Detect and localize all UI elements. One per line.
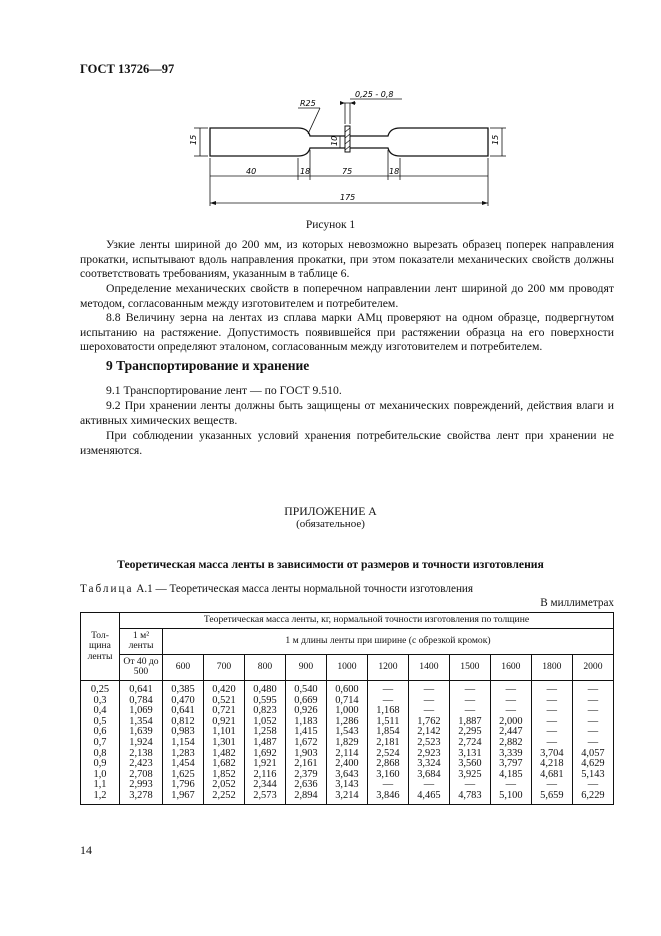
mass-cell: 0,600 [326,680,367,695]
page-number: 14 [80,843,92,857]
mass-cell: 1,511 [367,717,408,728]
thickness-cell: 1,0 [81,770,120,781]
col-width-header: 900 [285,654,326,680]
mass-cell: — [490,780,531,791]
dim-thickness: 0,25 - 0,8 [355,90,394,99]
mass-cell: 3,143 [326,780,367,791]
mass-cell: 4,218 [531,759,572,770]
mass-cell: 0,540 [285,680,326,695]
mass-cell: 2,161 [285,759,326,770]
thickness-cell: 0,5 [81,717,120,728]
mass-cell: 3,131 [449,749,490,760]
thickness-cell: 0,8 [81,749,120,760]
table-units: В миллиметрах [540,597,614,609]
mass-cell: 2,868 [367,759,408,770]
mass-cell: — [572,696,613,707]
mass-cell: 1,487 [244,738,285,749]
mass-cell: 3,684 [408,770,449,781]
mass-cell: 1,154 [163,738,204,749]
mass-cell: 1,692 [244,749,285,760]
mass-cell: — [572,738,613,749]
mass-cell: 3,704 [531,749,572,760]
dim-radius: R25 [300,99,316,108]
thickness-cell: 0,9 [81,759,120,770]
mass-cell: — [408,780,449,791]
mass-cell: 3,925 [449,770,490,781]
mass-cell: 2,447 [490,727,531,738]
mass-table [80,612,614,805]
appendix-title: ПРИЛОЖЕНИЕ А [284,505,377,518]
mass-cell: 1,903 [285,749,326,760]
mass-cell: — [449,706,490,717]
mass-cell: — [449,780,490,791]
mass-cell: 0,669 [285,696,326,707]
thickness-cell: 0,7 [81,738,120,749]
mass-cell: 4,185 [490,770,531,781]
mass-cell: 0,641 [163,706,204,717]
mass-cell: 0,721 [203,706,244,717]
dim-grip: 40 [246,167,257,176]
thickness-cell: 0,25 [81,680,120,695]
mass-cell: — [531,706,572,717]
mass-cell: 3,160 [367,770,408,781]
mass-cell: 2,724 [449,738,490,749]
mass-cell: 0,420 [203,680,244,695]
mass-cell: 4,629 [572,759,613,770]
mass-cell: 2,894 [285,791,326,804]
mass-cell: 1,796 [163,780,204,791]
mass-cell: 2,295 [449,727,490,738]
mass-cell: 6,229 [572,791,613,804]
mass-cell: 1,301 [203,738,244,749]
mass-cell: 0,921 [203,717,244,728]
mass-cell: 1,101 [203,727,244,738]
mass-cell: — [449,680,490,695]
mass-cell: 1,852 [203,770,244,781]
mass-cell: — [408,680,449,695]
thickness-cell: 0,4 [81,706,120,717]
thickness-cell: 1,1 [81,780,120,791]
mass-cell: 0,823 [244,706,285,717]
mass-cell: 1,283 [163,749,204,760]
col-thickness-header: Тол-щина ленты [81,613,120,681]
mass-cell: 2,181 [367,738,408,749]
dim-neck: 10 [330,135,339,146]
mass-cell: 1,829 [326,738,367,749]
paragraph-transverse: Определение механических свойств в поперечном направлении лент шириной до 200 мм проводят методом, согласованным между изготовителем и потребителем. [80,282,614,310]
dim-transition-left: 18 [300,167,311,176]
mass-cell: 2,993 [120,780,163,791]
mass-cell: 3,846 [367,791,408,804]
mass-cell: 1,672 [285,738,326,749]
mass-cell: 2,114 [326,749,367,760]
col-width-header: 600 [163,654,204,680]
mass-cell: — [531,738,572,749]
mass-cell: 1,052 [244,717,285,728]
mass-cell: 0,714 [326,696,367,707]
mass-cell: 1,482 [203,749,244,760]
thickness-cell: 0,6 [81,727,120,738]
table-row [81,680,614,695]
mass-cell: 1,415 [285,727,326,738]
mass-cell: 3,214 [326,791,367,804]
mass-cell: — [449,696,490,707]
appendix-subtitle: (обязательное) [296,518,365,530]
mass-cell: 2,344 [244,780,285,791]
mass-cell: 2,000 [490,717,531,728]
mass-cell: 0,480 [244,680,285,695]
mass-cell: — [531,727,572,738]
paragraph-9-1: 9.1 Транспортирование лент — по ГОСТ 9.510. [106,384,342,397]
mass-cell: 3,324 [408,759,449,770]
mass-cell: 1,854 [367,727,408,738]
table-caption [80,583,473,595]
mass-cell: 0,926 [285,706,326,717]
mass-cell: — [490,680,531,695]
table-caption-text: А.1 — Теоретическая масса ленты нормальной точности изготовления [133,583,474,595]
mass-cell: 2,524 [367,749,408,760]
table-caption-prefix: Таблица [80,583,134,595]
thickness-cell: 0,3 [81,696,120,707]
thickness-cell: 1,2 [81,791,120,804]
mass-cell: — [572,717,613,728]
mass-cell: — [490,706,531,717]
mass-cell: 0,983 [163,727,204,738]
mass-cell: 4,783 [449,791,490,804]
paragraph-storage-note: При соблюдении указанных условий хранения потребительские свойства лент при хранении не изменяются. [80,429,614,457]
mass-cell: 1,639 [120,727,163,738]
mass-cell: 2,523 [408,738,449,749]
mass-cell: 1,286 [326,717,367,728]
paragraph-9-2: 9.2 При хранении ленты должны быть защищены от механических повреждений, действия влаги и активных химических веществ. [80,399,614,427]
mass-cell: 3,560 [449,759,490,770]
mass-cell: 4,057 [572,749,613,760]
dim-width-right: 15 [491,134,500,145]
mass-cell: 1,183 [285,717,326,728]
mass-cell: 0,641 [120,680,163,695]
col-width-header: 1600 [490,654,531,680]
section-9-title: 9 Транспортирование и хранение [106,358,310,373]
mass-cell: 3,643 [326,770,367,781]
col-width-header: 2000 [572,654,613,680]
mass-cell: 0,784 [120,696,163,707]
col-width-header: 1800 [531,654,572,680]
table-title: Теоретическая масса ленты в зависимости от размеров и точности изготовления [117,558,544,571]
col-from-header: От 40 до 500 [120,654,163,680]
mass-cell: 1,924 [120,738,163,749]
document-header: ГОСТ 13726—97 [80,62,175,76]
mass-cell: 3,278 [120,791,163,804]
table-row [81,738,614,749]
mass-cell: 1,168 [367,706,408,717]
mass-cell: — [367,696,408,707]
mass-cell: — [572,727,613,738]
mass-cell: 1,762 [408,717,449,728]
mass-cell: 1,069 [120,706,163,717]
figure-caption: Рисунок 1 [305,219,356,231]
dim-total: 175 [340,193,356,202]
mass-cell: 5,143 [572,770,613,781]
mass-cell: — [408,696,449,707]
mass-cell: 1,354 [120,717,163,728]
mass-cell: — [367,780,408,791]
mass-cell: 2,636 [285,780,326,791]
dim-gauge: 75 [342,167,353,176]
mass-cell: 3,339 [490,749,531,760]
mass-cell: — [531,680,572,695]
mass-cell: 2,573 [244,791,285,804]
mass-cell: 1,454 [163,759,204,770]
mass-cell: — [572,706,613,717]
mass-cell: 2,142 [408,727,449,738]
mass-cell: — [367,680,408,695]
mass-cell: 5,100 [490,791,531,804]
mass-cell: 5,659 [531,791,572,804]
col-width-header: 1200 [367,654,408,680]
mass-cell: 0,595 [244,696,285,707]
col-width-header: 700 [203,654,244,680]
specimen-drawing [180,88,520,218]
col-width-header: 1400 [408,654,449,680]
mass-cell: 2,923 [408,749,449,760]
mass-cell: — [572,680,613,695]
mass-cell: 1,967 [163,791,204,804]
mass-cell: 1,921 [244,759,285,770]
mass-cell: 2,052 [203,780,244,791]
mass-cell: 4,681 [531,770,572,781]
col-width-header: 1000 [326,654,367,680]
mass-cell: 2,138 [120,749,163,760]
mass-cell: 2,252 [203,791,244,804]
mass-cell: 0,812 [163,717,204,728]
mass-cell: 4,465 [408,791,449,804]
mass-cell: 2,379 [285,770,326,781]
col-m2-header: 1 м² ленты [120,628,163,654]
paragraph-8-8: 8.8 Величину зерна на лентах из сплава марки АМц проверяют на одном образце, подвергнутом испытанию на растяжение. Допустимость появившейся при растяжении образца на его поверхности шероховатости определяют эталоном, согласованным между изготовителем и потребителем. [80,311,614,354]
mass-cell: — [490,696,531,707]
mass-cell: 1,000 [326,706,367,717]
col-width-group-header: 1 м длины ленты при ширине (с обрезкой кромок) [163,628,614,654]
mass-cell: 0,521 [203,696,244,707]
mass-cell: 1,682 [203,759,244,770]
paragraph-narrow-strips: Узкие ленты шириной до 200 мм, из которых невозможно вырезать образец поперек направления прокатки, испытывают вдоль направления прокатки, при этом показатели механических свойств должны соответствовать требованиям, указанным в таблице 6. [80,238,614,281]
mass-cell: — [408,706,449,717]
table-row [81,791,614,804]
mass-cell: 1,625 [163,770,204,781]
mass-cell: — [531,717,572,728]
mass-cell: 0,385 [163,680,204,695]
mass-cell: 1,543 [326,727,367,738]
col-width-header: 800 [244,654,285,680]
col-width-header: 1500 [449,654,490,680]
mass-cell: 0,470 [163,696,204,707]
mass-cell: — [531,696,572,707]
mass-cell: 2,400 [326,759,367,770]
mass-cell: 2,708 [120,770,163,781]
mass-cell: — [572,780,613,791]
mass-cell: 2,423 [120,759,163,770]
mass-cell: 1,887 [449,717,490,728]
dim-transition-right: 18 [389,167,400,176]
mass-cell: — [531,780,572,791]
dim-width-left: 15 [189,134,198,145]
mass-cell: 1,258 [244,727,285,738]
mass-cell: 2,116 [244,770,285,781]
mass-cell: 2,882 [490,738,531,749]
col-group-header: Теоретическая масса ленты, кг, нормальной точности изготовления по толщине [120,613,614,629]
mass-cell: 3,797 [490,759,531,770]
